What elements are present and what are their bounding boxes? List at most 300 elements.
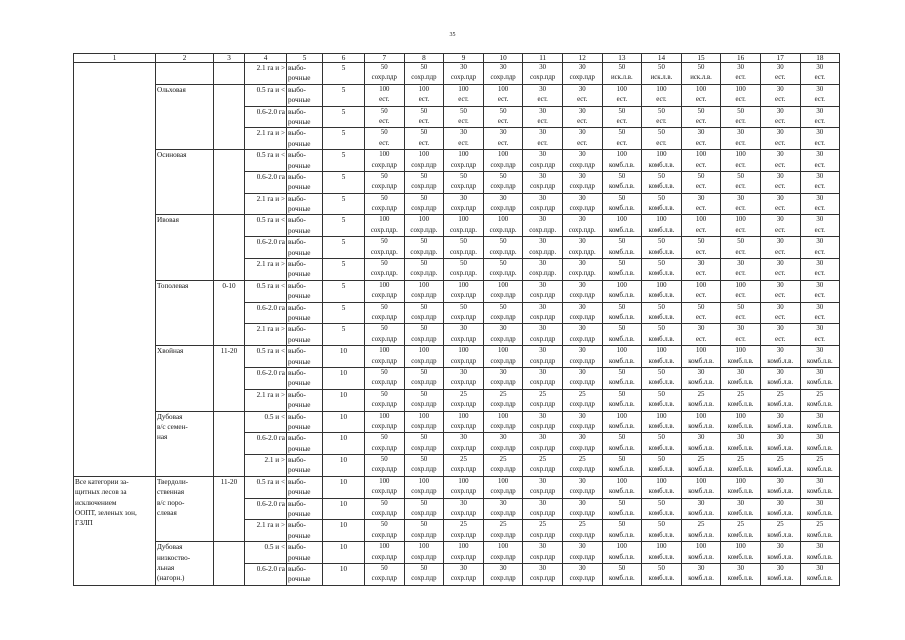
felling-mode-line: рочные xyxy=(288,488,311,497)
value-cell xyxy=(721,411,761,433)
value-line: 30 xyxy=(816,216,824,224)
value-line: 100 xyxy=(735,281,746,289)
value-cell xyxy=(483,259,523,281)
value-line: комб.л.в. xyxy=(609,205,635,213)
value-cell xyxy=(800,280,840,302)
value-cell xyxy=(404,106,444,128)
value-cell xyxy=(404,542,444,564)
value-line: сохр.пдр. xyxy=(370,248,398,256)
value-line: 50 xyxy=(380,564,388,572)
value-cell xyxy=(721,215,761,237)
value-line: комб.л.в. xyxy=(727,401,754,409)
value-line: ест. xyxy=(695,313,707,321)
value-cell xyxy=(642,128,682,150)
value-cell xyxy=(365,171,405,193)
value-line: 50 xyxy=(380,434,388,442)
value-line: 50 xyxy=(380,107,388,115)
value-line: сохр.пдр xyxy=(450,74,477,82)
felling-mode-line: рочные xyxy=(288,379,311,388)
value-line: 30 xyxy=(776,194,784,202)
value-line: 25 xyxy=(737,521,745,529)
value-cell xyxy=(602,563,642,585)
value-line: 100 xyxy=(497,412,509,420)
category-cell xyxy=(74,476,156,585)
value-line: сохр.пдр xyxy=(530,74,556,82)
value-line: комб.л.в. xyxy=(609,248,635,256)
value-cell xyxy=(483,389,523,411)
felling-mode-line: выбо- xyxy=(288,347,306,356)
value-line: 50 xyxy=(658,303,665,311)
value-line: сохр.пдр xyxy=(490,553,516,561)
value-line: 100 xyxy=(379,347,390,355)
value-line: 30 xyxy=(816,543,824,551)
value-line: сохр.пдр xyxy=(530,553,556,561)
value-line: 30 xyxy=(776,412,784,420)
area-cell: 0.5 га и < xyxy=(245,150,287,172)
col6-cell: 5 xyxy=(323,193,365,215)
felling-mode-line: рочные xyxy=(288,575,311,584)
value-cell xyxy=(523,433,563,455)
value-line: 50 xyxy=(658,434,665,442)
value-line: 30 xyxy=(460,368,467,376)
value-cell xyxy=(365,542,405,564)
value-cell xyxy=(365,433,405,455)
value-line: сохр.пдр xyxy=(569,488,595,496)
felling-mode-line: выбо- xyxy=(288,172,306,181)
value-cell xyxy=(404,367,444,389)
value-line: комб.л.в. xyxy=(767,357,794,365)
area-cell: 0.5 га и < xyxy=(245,84,287,106)
value-line: ест. xyxy=(497,96,509,104)
value-cell xyxy=(444,324,484,346)
value-line: сохр.пдр xyxy=(530,510,556,518)
value-line: сохр.пдр xyxy=(411,575,437,583)
value-line: комб.л.в. xyxy=(767,466,794,474)
value-line: 100 xyxy=(616,347,627,355)
value-line: 25 xyxy=(499,521,507,529)
value-cell xyxy=(760,259,800,281)
category-cell xyxy=(74,63,156,477)
value-line: 30 xyxy=(460,64,467,71)
value-line: комб.л.в. xyxy=(806,422,833,430)
value-cell xyxy=(523,542,563,564)
value-cell xyxy=(444,542,484,564)
value-line: 30 xyxy=(578,412,586,420)
value-line: ест. xyxy=(735,226,746,234)
value-line: сохр.пдр. xyxy=(568,270,596,278)
value-line: 25 xyxy=(460,390,467,398)
value-line: комб.л.в. xyxy=(609,379,635,387)
value-cell xyxy=(444,171,484,193)
value-cell xyxy=(562,171,602,193)
value-line: 100 xyxy=(379,216,390,224)
value-line: ест. xyxy=(735,270,746,278)
value-line: 100 xyxy=(695,412,707,420)
value-line: 50 xyxy=(380,64,388,71)
value-line: 30 xyxy=(539,85,547,93)
value-cell xyxy=(404,411,444,433)
value-cell xyxy=(602,106,642,128)
value-line: сохр.пдр xyxy=(450,422,477,430)
value-cell xyxy=(642,367,682,389)
felling-mode-line: выбо- xyxy=(288,477,306,486)
value-cell xyxy=(523,411,563,433)
value-cell xyxy=(444,302,484,324)
value-line: сохр.пдр xyxy=(490,183,516,191)
value-cell xyxy=(721,367,761,389)
value-line: 30 xyxy=(539,564,547,572)
value-cell xyxy=(365,367,405,389)
column-number: 3 xyxy=(214,54,245,63)
value-cell xyxy=(642,520,682,542)
value-line: 30 xyxy=(816,172,824,180)
value-line: 100 xyxy=(497,216,509,224)
value-cell xyxy=(562,259,602,281)
value-line: 50 xyxy=(420,456,428,464)
felling-mode-line: выбо- xyxy=(288,434,306,443)
col6-cell: 10 xyxy=(323,346,365,368)
value-line: сохр.пдр xyxy=(490,488,516,496)
value-line: ест. xyxy=(775,335,786,343)
value-line: сохр.пдр xyxy=(411,74,437,82)
value-line: ест. xyxy=(735,161,746,169)
species-cell xyxy=(156,476,214,541)
value-cell xyxy=(365,455,405,477)
value-line: сохр.пдр xyxy=(530,205,556,213)
value-line: комб.л.в. xyxy=(727,379,754,387)
value-line: 30 xyxy=(816,64,824,71)
felling-mode-line: выбо- xyxy=(288,368,306,377)
value-line: 30 xyxy=(578,477,586,485)
value-line: сохр.пдр xyxy=(371,575,397,583)
value-cell xyxy=(483,302,523,324)
value-line: 100 xyxy=(458,85,469,93)
value-cell xyxy=(642,455,682,477)
value-cell xyxy=(365,215,405,237)
value-line: 50 xyxy=(460,107,467,115)
value-line: комб.л.в. xyxy=(688,444,714,452)
value-cell xyxy=(523,520,563,542)
value-line: комб.л.в. xyxy=(648,292,675,300)
value-cell xyxy=(562,302,602,324)
value-cell xyxy=(444,455,484,477)
value-line: 100 xyxy=(418,281,429,289)
table-row xyxy=(74,476,840,498)
value-cell xyxy=(721,128,761,150)
value-cell xyxy=(562,411,602,433)
species-cell xyxy=(156,63,214,85)
value-line: 25 xyxy=(816,456,824,464)
value-cell xyxy=(483,128,523,150)
value-line: 50 xyxy=(697,303,705,311)
value-line: сохр.пдр xyxy=(411,379,437,387)
value-line: 30 xyxy=(816,238,824,246)
value-line: 30 xyxy=(776,303,784,311)
value-line: сохр.пдр xyxy=(371,510,397,518)
value-cell xyxy=(602,498,642,520)
value-line: 100 xyxy=(656,347,667,355)
felling-mode-line: рочные xyxy=(288,205,311,214)
value-line: комб.л.в. xyxy=(648,444,675,452)
value-line: 25 xyxy=(539,390,547,398)
value-line: ест. xyxy=(695,161,707,169)
value-cell xyxy=(642,302,682,324)
value-cell xyxy=(365,237,405,259)
value-line: 30 xyxy=(578,107,586,115)
value-line: 100 xyxy=(656,216,667,224)
value-cell xyxy=(602,280,642,302)
value-cell xyxy=(562,193,602,215)
value-line: сохр.пдр xyxy=(450,510,477,518)
felling-mode-line: рочные xyxy=(288,292,311,301)
value-line: 30 xyxy=(539,281,547,289)
felling-mode-line: выбо- xyxy=(288,107,306,116)
value-line: 30 xyxy=(539,238,547,246)
value-cell xyxy=(800,389,840,411)
value-line: ест. xyxy=(814,226,826,234)
value-line: 25 xyxy=(697,521,705,529)
value-line: 25 xyxy=(460,456,467,464)
value-cell xyxy=(365,259,405,281)
value-cell xyxy=(562,542,602,564)
value-line: комб.л.в. xyxy=(648,270,675,278)
age-cell: 11-20 xyxy=(214,476,245,541)
col6-cell: 5 xyxy=(323,150,365,172)
value-cell xyxy=(760,520,800,542)
value-cell xyxy=(444,259,484,281)
value-cell xyxy=(562,324,602,346)
value-cell xyxy=(681,498,721,520)
value-cell xyxy=(721,498,761,520)
value-cell xyxy=(642,324,682,346)
felling-mode-cell xyxy=(287,367,323,389)
value-line: комб.л.в. xyxy=(609,226,635,234)
value-line: комб.л.в. xyxy=(806,575,833,583)
value-line: 25 xyxy=(499,390,507,398)
species-line: льная xyxy=(157,563,175,572)
value-line: 50 xyxy=(420,325,428,333)
value-line: ест. xyxy=(497,117,509,125)
column-number: 12 xyxy=(562,54,602,63)
value-line: ест. xyxy=(458,117,469,125)
value-line: сохр.пдр xyxy=(530,379,556,387)
value-line: 100 xyxy=(458,412,469,420)
value-line: 30 xyxy=(539,434,547,442)
felling-mode-cell xyxy=(287,84,323,106)
value-line: 50 xyxy=(618,303,626,311)
value-cell xyxy=(602,128,642,150)
value-line: 30 xyxy=(539,216,547,224)
value-line: 100 xyxy=(735,543,746,551)
value-cell xyxy=(642,171,682,193)
value-line: комб.л.в. xyxy=(648,531,675,539)
value-line: сохр.пдр xyxy=(490,531,516,539)
value-cell xyxy=(602,455,642,477)
value-line: 100 xyxy=(735,477,746,485)
value-cell xyxy=(404,171,444,193)
value-line: комб.л.в. xyxy=(767,553,794,561)
value-line: комб.л.в. xyxy=(648,466,675,474)
value-line: 50 xyxy=(618,434,626,442)
value-line: сохр.пдр. xyxy=(568,226,596,234)
value-cell xyxy=(404,476,444,498)
value-cell xyxy=(523,63,563,85)
value-line: сохр.пдр xyxy=(569,205,595,213)
age-cell xyxy=(214,150,245,215)
value-line: ест. xyxy=(418,117,430,125)
value-cell xyxy=(483,237,523,259)
value-line: 30 xyxy=(499,564,507,572)
felling-mode-line: выбо- xyxy=(288,216,306,225)
value-line: сохр.пдр. xyxy=(529,248,557,256)
value-cell xyxy=(721,106,761,128)
value-line: 30 xyxy=(460,434,467,442)
value-line: 30 xyxy=(539,129,547,137)
value-line: 50 xyxy=(658,238,665,246)
value-line: 30 xyxy=(776,281,784,289)
value-line: ест. xyxy=(616,96,628,104)
value-cell xyxy=(681,476,721,498)
col6-cell: 10 xyxy=(323,389,365,411)
value-line: 100 xyxy=(735,151,746,159)
value-cell xyxy=(562,389,602,411)
felling-mode-cell xyxy=(287,193,323,215)
value-cell xyxy=(404,237,444,259)
age-cell: 11-20 xyxy=(214,346,245,411)
value-cell xyxy=(760,389,800,411)
felling-mode-line: рочные xyxy=(288,444,311,453)
value-cell xyxy=(800,346,840,368)
value-line: сохр.пдр xyxy=(371,357,397,365)
value-cell xyxy=(523,498,563,520)
value-line: комб.л.в. xyxy=(609,401,635,409)
value-line: комб.л.в. xyxy=(609,270,635,278)
value-cell xyxy=(800,237,840,259)
felling-mode-line: рочные xyxy=(288,422,311,431)
value-line: сохр.пдр xyxy=(530,161,556,169)
felling-mode-cell xyxy=(287,476,323,498)
value-cell xyxy=(483,542,523,564)
value-line: 30 xyxy=(578,151,586,159)
value-line: сохр.пдр xyxy=(450,444,477,452)
felling-mode-line: рочные xyxy=(288,510,311,519)
value-line: комб.л.в. xyxy=(648,575,675,583)
column-number-row xyxy=(74,54,840,63)
value-cell xyxy=(444,563,484,585)
area-cell: 2.1 га и > xyxy=(245,324,287,346)
value-cell xyxy=(760,215,800,237)
column-number: 17 xyxy=(760,54,800,63)
value-line: 25 xyxy=(697,456,705,464)
value-cell xyxy=(523,324,563,346)
value-line: 50 xyxy=(618,172,626,180)
value-line: комб.л.в. xyxy=(648,401,675,409)
value-line: сохр.пдр xyxy=(569,466,595,474)
species-line: ная xyxy=(157,433,168,442)
area-cell: 0.6-2.0 га xyxy=(245,106,287,128)
value-line: ест. xyxy=(616,117,628,125)
value-cell xyxy=(760,563,800,585)
value-line: 30 xyxy=(578,281,586,289)
felling-mode-line: рочные xyxy=(288,161,311,170)
value-line: ест. xyxy=(814,270,826,278)
col6-cell: 10 xyxy=(323,455,365,477)
value-cell xyxy=(404,280,444,302)
value-cell xyxy=(404,520,444,542)
value-line: 30 xyxy=(460,129,467,137)
value-line: 25 xyxy=(776,390,784,398)
age-cell xyxy=(214,84,245,149)
value-line: сохр.пдр xyxy=(450,401,477,409)
value-line: сохр.пдр xyxy=(371,444,397,452)
value-line: 30 xyxy=(697,368,705,376)
value-cell xyxy=(681,63,721,85)
value-line: 30 xyxy=(816,151,824,159)
area-cell: 0.5 га и < xyxy=(245,215,287,237)
value-line: комб.л.в. xyxy=(688,357,714,365)
value-line: ест. xyxy=(814,96,826,104)
col6-cell: 5 xyxy=(323,171,365,193)
value-line: 50 xyxy=(618,499,626,507)
value-line: комб.л.в. xyxy=(688,466,714,474)
value-line: сохр.пдр xyxy=(450,488,477,496)
value-line: 50 xyxy=(380,172,388,180)
value-cell xyxy=(800,215,840,237)
value-line: 50 xyxy=(420,194,428,202)
species-line: в/с семен- xyxy=(157,422,188,431)
value-cell xyxy=(562,346,602,368)
value-line: ест. xyxy=(735,248,746,256)
value-line: комб.л.в. xyxy=(648,510,675,518)
value-line: сохр.пдр xyxy=(569,401,595,409)
value-cell xyxy=(800,324,840,346)
value-cell xyxy=(721,150,761,172)
value-line: ест. xyxy=(814,183,826,191)
value-line: ест. xyxy=(735,117,746,125)
value-line: 100 xyxy=(695,543,707,551)
value-line: 30 xyxy=(578,499,586,507)
felling-mode-cell xyxy=(287,520,323,542)
value-line: сохр.пдр. xyxy=(489,248,517,256)
value-cell xyxy=(404,150,444,172)
felling-mode-cell xyxy=(287,302,323,324)
felling-mode-cell xyxy=(287,542,323,564)
column-number: 16 xyxy=(721,54,761,63)
value-line: 30 xyxy=(697,260,705,268)
value-line: сохр.пдр xyxy=(371,488,397,496)
value-cell xyxy=(523,215,563,237)
value-line: сохр.пдр. xyxy=(410,226,438,234)
value-line: 100 xyxy=(616,216,627,224)
value-line: ест. xyxy=(577,139,588,147)
felling-mode-line: выбо- xyxy=(288,194,306,203)
value-cell xyxy=(800,367,840,389)
value-line: 30 xyxy=(578,347,586,355)
value-cell xyxy=(562,215,602,237)
value-line: 100 xyxy=(735,412,746,420)
value-cell xyxy=(760,84,800,106)
felling-mode-line: рочные xyxy=(288,335,311,344)
value-line: комб.л.в. xyxy=(609,575,635,583)
column-number: 4 xyxy=(245,54,287,63)
species-cell xyxy=(156,280,214,345)
value-line: 50 xyxy=(658,107,665,115)
col6-cell: 5 xyxy=(323,84,365,106)
felling-mode-cell xyxy=(287,171,323,193)
area-cell: 2.1 га и > xyxy=(245,389,287,411)
value-line: 30 xyxy=(578,238,586,246)
value-line: сохр.пдр. xyxy=(410,270,438,278)
